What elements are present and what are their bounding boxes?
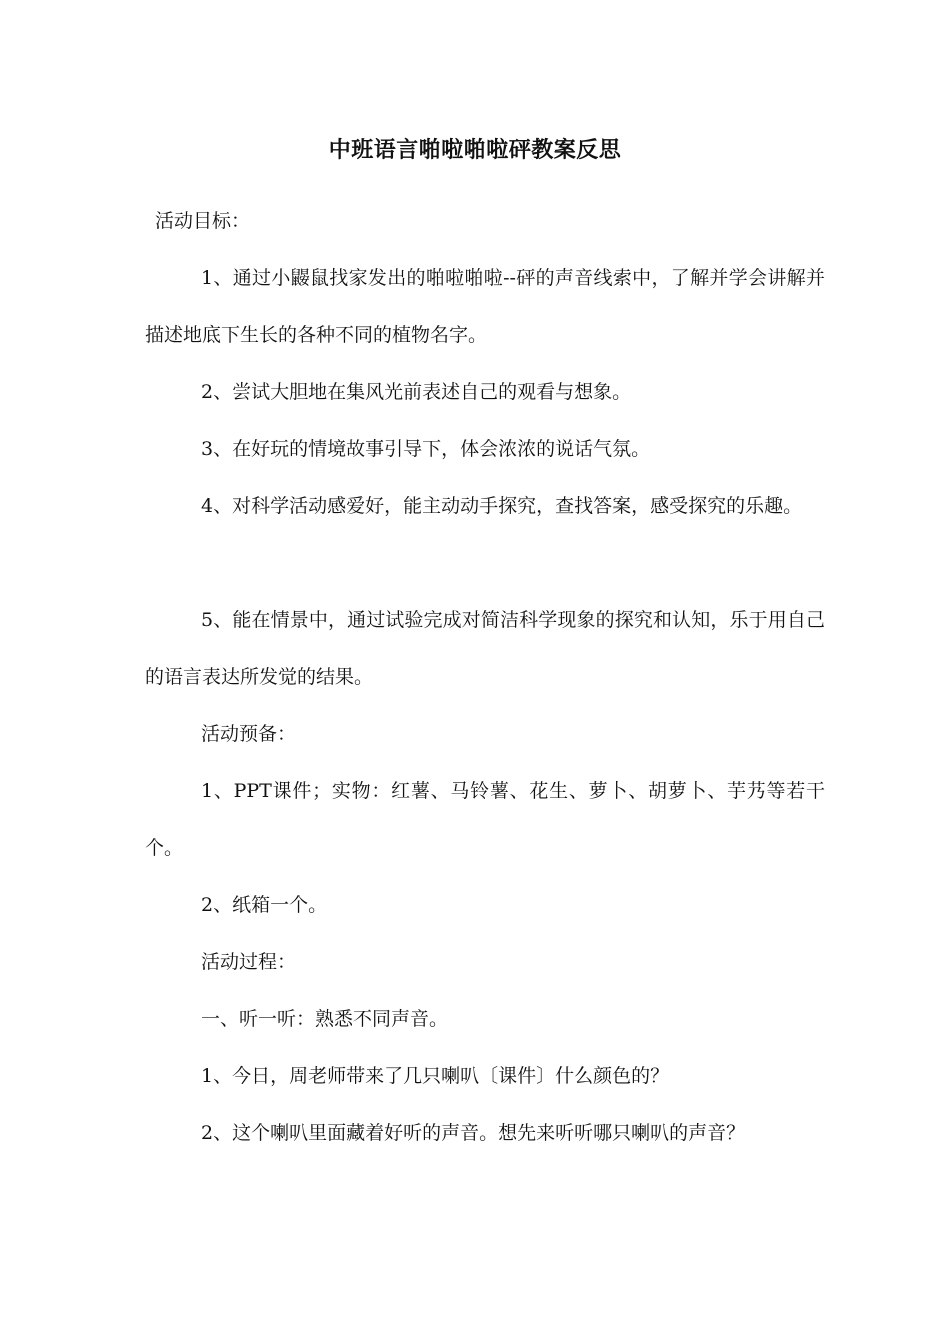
section-heading-preparation: 活动预备： [201,723,297,745]
section-heading-process: 活动过程： [201,951,297,973]
paragraph-process-2: 2、这个喇叭里面藏着好听的声音。想先来听听哪只喇叭的声音？ [201,1122,746,1144]
paragraph-prep-2: 2、纸箱一个。 [201,894,328,916]
paragraph-goal-3: 3、在好玩的情境故事引导下，体会浓浓的说话气氛。 [201,438,651,460]
paragraph-process-1: 1、今日，周老师带来了几只喇叭〔课件〕什么颜色的？ [201,1065,670,1087]
paragraph-goal-5: 5、能在情景中，通过试验完成对简洁科学现象的探究和认知，乐于用自己的语言表达所发觉的结果。 [145,609,825,688]
paragraph-process-step-1: 一、听一听：熟悉不同声音。 [201,1008,449,1030]
paragraph-goal-2: 2、尝试大胆地在集风光前表述自己的观看与想象。 [201,381,632,403]
paragraph-goal-1: 1、通过小鼹鼠找家发出的啪啦啪啦--砰的声音线索中，了解并学会讲解并描述地底下生长的各种不同的植物名字。 [145,267,825,346]
document-title: 中班语言啪啦啪啦砰教案反思 [328,138,622,163]
paragraph-prep-1: 1、PPT课件；实物：红薯、马铃薯、花生、萝卜、胡萝卜、芋艿等若干个。 [145,780,825,859]
paragraph-goal-4: 4、对科学活动感爱好，能主动动手探究，查找答案，感受探究的乐趣。 [201,495,803,517]
section-heading-goals: 活动目标： [155,210,251,232]
